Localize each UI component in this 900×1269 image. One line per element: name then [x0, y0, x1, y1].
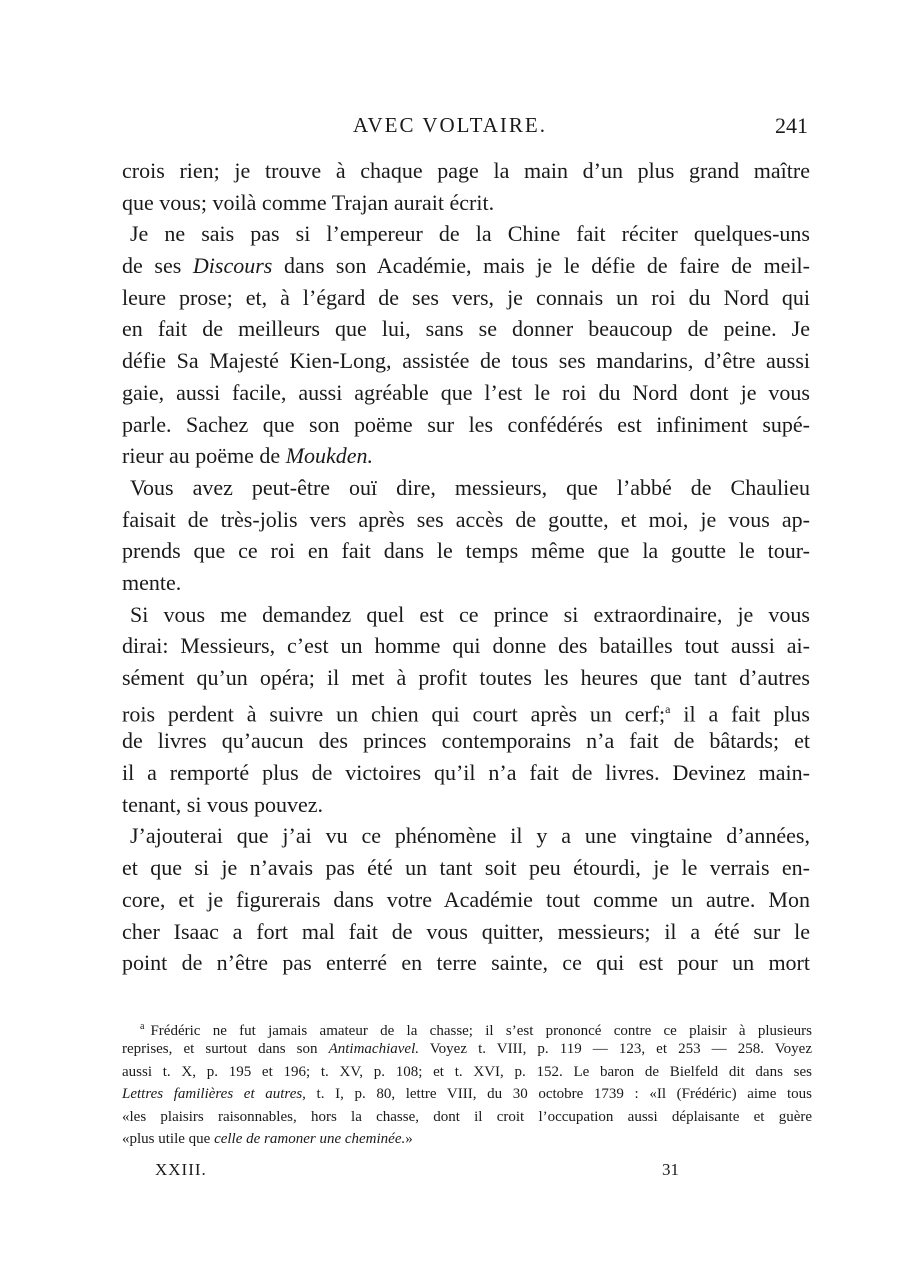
footnote-line: [122, 1038, 812, 1060]
text-line: leure prose; et, à l’égard de ses vers, je connais un roi du Nord qui: [122, 284, 810, 310]
text-line: faisait de très-jolis vers après ses accès de goutte, et moi, je vous ap-: [122, 506, 810, 532]
text-line: [122, 694, 810, 726]
running-head: [0, 113, 900, 143]
text-line: [122, 440, 810, 472]
text-run: t. I, p. 80, lettre VIII, du 30 octobre 1739 : «Il (Frédéric) aime tous: [305, 1086, 812, 1103]
text-line: Vous avez peut-être ouï dire, messieurs, que l’abbé de Chaulieu: [130, 474, 810, 500]
text-run: «les plaisirs raisonnables, hors la chasse, dont il croit l’occupation aussi déplaisante et guère: [122, 1108, 812, 1125]
text-line: point de n’être pas enterré en terre sainte, ce qui est pour un mort: [122, 950, 810, 976]
italic-title: Moukden.: [285, 443, 374, 469]
text-run: de ses: [122, 253, 193, 279]
text-run: rois perdent à suivre un chien qui court après un cerf;: [122, 701, 666, 727]
text-run: reprises, et surtout dans son: [122, 1041, 329, 1058]
text-run: Voyez t. VIII, p. 119 — 123, et 253 — 258. Voyez: [418, 1041, 812, 1058]
text-line: et que si je n’avais pas été un tant soit peu étourdi, je le verrais en-: [122, 855, 810, 881]
text-run: «plus utile que: [122, 1130, 215, 1147]
text-line: crois rien; je trouve à chaque page la main d’un plus grand maître: [122, 158, 810, 183]
text-run: dans son Académie, mais je le défie de faire de meil-: [272, 253, 810, 279]
page-number: 241: [775, 113, 808, 138]
text-line: défie Sa Majesté Kien-Long, assistée de tous ses mandarins, d’être aussi: [122, 348, 810, 374]
text-line: cher Isaac a fort mal fait de vous quitter, messieurs; il a été sur le: [122, 918, 810, 944]
italic-title: Antimachiavel.: [328, 1041, 419, 1058]
footnote-reference: a: [665, 701, 671, 716]
text-line: de livres qu’aucun des princes contemporains n’a fait de bâtards; et: [122, 728, 810, 754]
text-run: Frédéric ne fut jamais amateur de la chasse; il s’est prononcé contre ce plaisir à plusieurs: [150, 1023, 812, 1039]
text-line: en fait de meilleurs que lui, sans se donner beaucoup de peine. Je: [122, 316, 810, 342]
footnote: [122, 1016, 812, 1150]
text-line: sément qu’un opéra; il met à profit toutes les heures que tant d’autres: [122, 665, 810, 690]
footnote-line: [122, 1128, 812, 1150]
text-run: rieur au poëme de: [122, 443, 286, 469]
sheet-number: 31: [662, 1160, 679, 1179]
text-run: aussi t. X, p. 195 et 196; t. XV, p. 108; et t. XVI, p. 152. Le baron de Bielfeld dit dans ses: [122, 1063, 812, 1080]
text-line: core, et je figurerais dans votre Académie tout comme un autre. Mon: [122, 886, 810, 912]
text-line: que vous; voilà comme Trajan aurait écrit.: [122, 189, 495, 215]
italic-title: Lettres familières et autres,: [122, 1086, 306, 1103]
footnote-marker: a: [140, 1021, 145, 1032]
text-line: dirai: Messieurs, c’est un homme qui donne des batailles tout aussi ai-: [122, 633, 810, 659]
text-run: il a fait plus: [670, 701, 810, 727]
text-line: Je ne sais pas si l’empereur de la Chine fait réciter quelques-uns: [130, 221, 810, 247]
footnote-line: [122, 1016, 812, 1038]
signature-mark: XXIII.: [155, 1160, 207, 1179]
text-line: prends que ce roi en fait dans le temps même que la goutte le tour-: [122, 538, 810, 564]
body-text: [122, 155, 810, 979]
text-line: il a remporté plus de victoires qu’il n’a fait de livres. Devinez main-: [122, 760, 810, 786]
text-line: mente.: [122, 569, 182, 595]
footnote-line: [122, 1083, 812, 1105]
text-line: Si vous me demandez quel est ce prince si extraordinaire, je vous: [130, 601, 810, 627]
italic-title: Discours: [192, 253, 273, 279]
page-footer: [0, 1160, 900, 1186]
text-line: [122, 250, 810, 282]
text-run: »: [405, 1130, 413, 1147]
footnote-line: [122, 1061, 812, 1083]
running-title: AVEC VOLTAIRE.: [353, 113, 547, 137]
text-line: J’ajouterai que j’ai vu ce phénomène il y a une vingtaine d’années,: [130, 823, 810, 849]
italic-title: celle de ramoner une cheminée.: [214, 1130, 406, 1147]
footnote-line: [122, 1106, 812, 1128]
text-line: parle. Sachez que son poëme sur les confédérés est infiniment supé-: [122, 411, 810, 437]
text-line: tenant, si vous pouvez.: [122, 791, 324, 817]
text-line: gaie, aussi facile, aussi agréable que l’est le roi du Nord dont je vous: [122, 379, 810, 405]
